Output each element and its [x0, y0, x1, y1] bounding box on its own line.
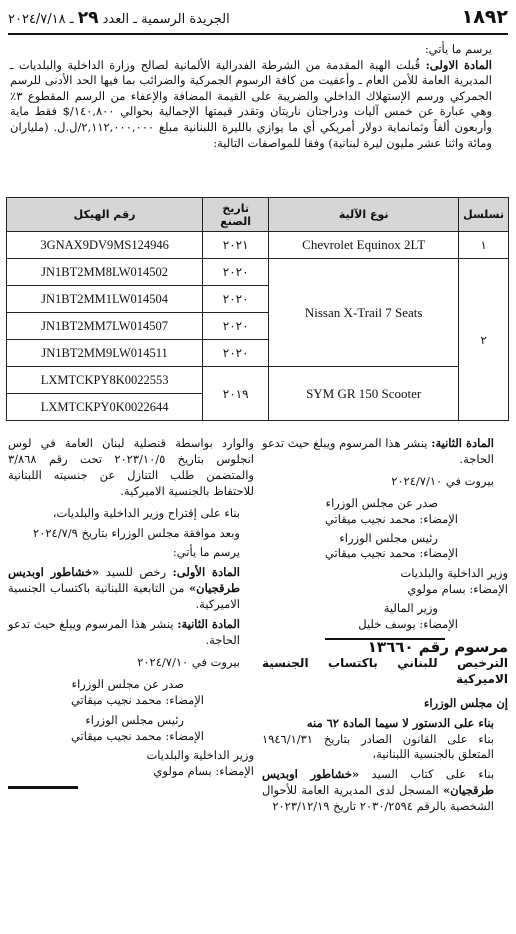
article-1	[10, 58, 506, 152]
chassis-cell: JN1BT2MM1LW014504	[7, 286, 203, 313]
signature-pm-4: الإمضاء: محمد نجيب ميقاتي	[70, 728, 204, 743]
year-cell: ٢٠٢١	[203, 232, 269, 259]
decrees-line: يرسم ما يأتي:	[424, 42, 492, 56]
applicant-name: «خشاطور اوبديس طرقجيان»	[262, 767, 495, 798]
table-row	[7, 232, 509, 259]
signature-finance: الإمضاء: يوسف خليل	[358, 617, 458, 632]
vehicle-table	[6, 197, 509, 421]
article-2	[262, 436, 508, 468]
decree-top-text	[10, 42, 506, 151]
chassis-cell: LXMTCKPY8K0022553	[7, 367, 203, 394]
finance-minister-title: وزير المالية	[383, 601, 438, 616]
year-cell: ٢٠٢٠	[203, 313, 269, 340]
interior-minister-title-2: وزير الداخلية والبلديات	[146, 748, 254, 763]
article-2-label: المادة الثانية:	[431, 436, 494, 450]
council-line: إن مجلس الوزراء	[423, 695, 508, 710]
col-year-header: تاريخ الصنع	[203, 198, 269, 232]
col-chassis-header: رقم الهيكل	[7, 198, 203, 232]
article-1-b-post: من التابعية اللبنانية باكتساب الجنسية الاميركية.	[8, 581, 240, 612]
col-type-header: نوع الآلية	[269, 198, 459, 232]
left-column	[8, 436, 254, 789]
seq-cell: ١	[459, 232, 509, 259]
signature-interior: الإمضاء: بسام مولوي	[407, 582, 508, 597]
pm-title-2: رئيس مجلس الوزراء	[85, 712, 184, 727]
type-cell: SYM GR 150 Scooter	[269, 367, 459, 421]
right-column	[262, 436, 508, 815]
issue-date: ـ ٢٠٢٤/٧/١٨	[8, 12, 74, 27]
year-cell: ٢٠٢٠	[203, 340, 269, 367]
article-1-b	[8, 565, 254, 613]
letter-ref-post: المسجل لدى المديرية العامة للأحوال الشخصية بالرقم ٢٠٣٠/٢٥٩٤ تاريخ ٢٠٢٣/١٢/١٩	[262, 783, 494, 814]
chassis-cell: JN1BT2MM9LW014511	[7, 340, 203, 367]
proposal-ref: بناء على إقتراح وزير الداخلية والبلديات،	[52, 505, 240, 520]
article-2-b-text: ينشر هذا المرسوم ويبلغ حيث تدعو الحاجة.	[8, 617, 240, 647]
article-2-text: ينشر هذا المرسوم ويبلغ حيث تدعو الحاجة.	[262, 436, 494, 466]
page-header	[8, 6, 508, 32]
issued-by: صدر عن مجلس الوزراء	[325, 495, 438, 510]
constitution-ref: بناء على الدستور لا سيما المادة ٦٢ منه	[306, 715, 494, 730]
type-cell: Chevrolet Equinox 2LT	[269, 232, 459, 259]
law-ref: بناء على القانون الصادر بتاريخ ١٩٤٦/١/٣١ المتعلق بالجنسية اللبنانية،	[262, 731, 494, 762]
article-1-b-label: المادة الأولى:	[172, 565, 240, 580]
letter-ref	[262, 767, 508, 815]
approval-ref: وبعد موافقة مجلس الوزراء بتاريخ ٢٠٢٤/٧/٩	[33, 525, 240, 540]
chassis-cell: LXMTCKPY0K0022644	[7, 394, 203, 421]
table-header-row	[7, 198, 509, 232]
article-1-label: المادة الاولى:	[425, 57, 492, 72]
article-2-b-label: المادة الثانية:	[177, 617, 240, 632]
signature-pm-1: الإمضاء: محمد نجيب ميقاتي	[324, 511, 458, 526]
letter-ref-pre: بناء على كتاب السيد	[371, 767, 495, 782]
decrees-line-2: يرسم ما يأتي:	[172, 545, 240, 560]
signature-interior-2: الإمضاء: بسام مولوي	[153, 764, 254, 779]
year-cell: ٢٠٢٠	[203, 286, 269, 313]
year-cell: ٢٠٢٠	[203, 259, 269, 286]
year-cell: ٢٠١٩	[203, 367, 269, 421]
header-rule	[8, 33, 508, 35]
seq-cell: ٢	[459, 259, 509, 421]
chassis-cell: 3GNAX9DV9MS124946	[7, 232, 203, 259]
signing-date-2: بيروت في ٢٠٢٤/٧/١٠	[137, 654, 240, 669]
interior-minister-title: وزير الداخلية والبلديات	[400, 566, 508, 581]
table-row	[7, 367, 509, 394]
applicant-name-2: «خشاطور اوبديس طرقجيان»	[8, 565, 241, 596]
pm-title: رئيس مجلس الوزراء	[339, 530, 438, 545]
gazette-name: الجريدة الرسمية ـ العدد	[102, 12, 230, 27]
end-rule	[8, 786, 78, 789]
page-number: ١٨٩٢	[461, 6, 508, 28]
type-cell: Nissan X-Trail 7 Seats	[269, 259, 459, 367]
article-2-b	[8, 617, 254, 649]
table-row	[7, 259, 509, 286]
letter-continuation: والوارد بواسطة قنصلية لبنان العامة في لوس انجلوس بتاريخ ٢٠٢٣/١٠/٥ تحت رقم ٣/٨٦٨ والمتضمن طلب التنازل عن جنسيته اللبنانية للاحتفاظ بالجنسية الاميركية.	[8, 436, 254, 498]
article-1-b-pre: رخص للسيد	[105, 565, 167, 580]
chassis-cell: JN1BT2MM7LW014507	[7, 313, 203, 340]
signature-pm-2: الإمضاء: محمد نجيب ميقاتي	[324, 546, 458, 561]
issued-by-2: صدر عن مجلس الوزراء	[71, 676, 184, 691]
article-1-text: قُبلت الهبة المقدمة من الشرطة الفدرالية الألمانية لصالح وزارة الداخلية والبلديات ـ المديرية العامة للأمن العام ـ وأعفيت من كافة الرسوم الجمركية والضرائب بما فيها الحد الأدنى للرسم الجمركي ورسم الإستهلاك الداخلي والضريبة على القيمة المضافة والإعفاء من الرسم المقطوع ٣٪ وهي عبارة عن خمس آليات ودراجتان ناريتان وتقدر قيمتها الإجمالية بحوالي ١٤٠,٨٠٠/$ فقط ماية وأربعون ألفاً وثمانماية دولار أمريكي أي ما يوازي بالليرة اللبنانية مبلغ ٢,١١٢,٠٠٠,٠٠٠/ل.ل. (ملياران ومائة واثنا عشر مليون ليرة لبنانية) وفقا للمواصفات التالية:	[10, 57, 493, 150]
decree-subject: الترخيص للبناني باكتساب الجنسية الاميركية	[262, 655, 508, 686]
signature-pm-3: الإمضاء: محمد نجيب ميقاتي	[70, 692, 204, 707]
col-seq-header: تسلسل	[459, 198, 509, 232]
signing-date: بيروت في ٢٠٢٤/٧/١٠	[391, 473, 494, 488]
chassis-cell: JN1BT2MM8LW014502	[7, 259, 203, 286]
decree-number: مرسوم رقم ١٣٦٦٠	[367, 637, 508, 656]
issue-number: ٢٩	[77, 8, 99, 28]
gazette-title	[8, 8, 230, 28]
